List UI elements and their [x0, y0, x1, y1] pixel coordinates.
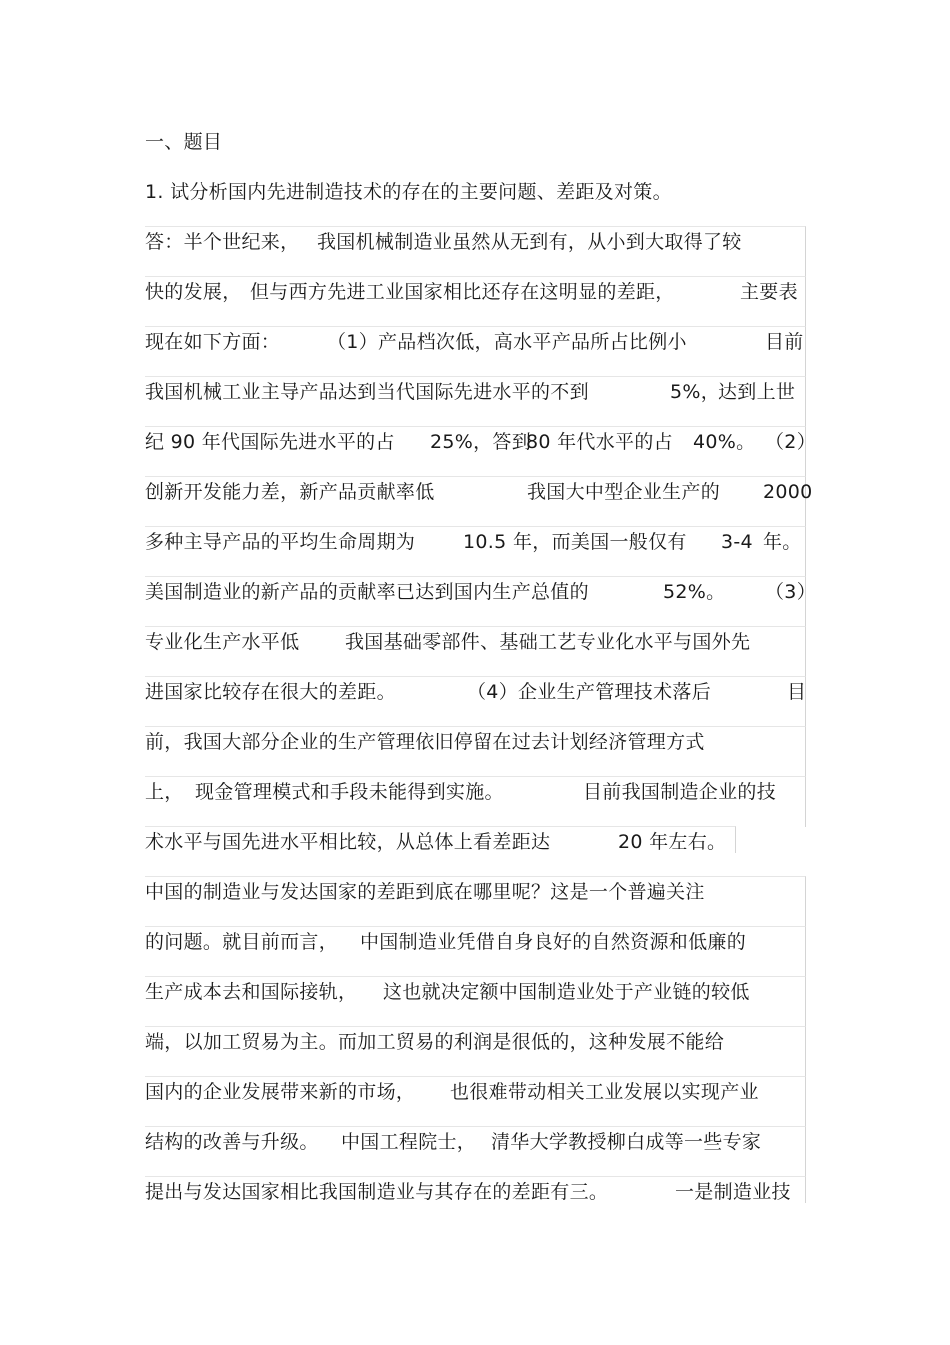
text-segment: 达到上世: [718, 381, 796, 403]
text-segment: 一是制造业技: [675, 1181, 791, 1203]
text-segment: 中国制造业凭借自身良好的自然资源和低廉的: [360, 931, 747, 953]
text-segment: （1）产品档次低，高水平产品所占比例小: [327, 331, 687, 353]
text-segment: 多种主导产品的平均生命周期为: [145, 531, 416, 553]
text-segment: 52%。: [663, 581, 726, 603]
text-segment: 清华大学教授柳白成等一些专家: [491, 1131, 762, 1153]
text-segment: 创新开发能力差，新产品贡献率低: [145, 481, 435, 503]
text-segment: 我国基础零部件、基础工艺专业化水平与国外先: [345, 631, 751, 653]
text-segment: 国内的企业发展带来新的市场，: [145, 1081, 416, 1103]
text-segment: 3-4: [721, 531, 753, 553]
text-segment: 上，: [145, 781, 184, 803]
text-segment: 目: [787, 681, 807, 703]
text-segment: 5%，: [670, 381, 721, 403]
text-segment: 目前我国制造企业的技: [583, 781, 777, 803]
text-segment: 纪 90 年代国际先进水平的占: [145, 431, 395, 453]
text-segment: 美国制造业的新产品的贡献率已达到国内生产总值的: [145, 581, 589, 603]
text-segment: 的问题。就目前而言，: [145, 931, 339, 953]
text-segment: 10.5: [463, 531, 507, 553]
text-segment: 端，以加工贸易为主。而加工贸易的利润是很低的，这种发展不能给: [145, 1031, 725, 1053]
text-segment: 2000: [763, 481, 813, 503]
text-segment: 40%。: [693, 431, 756, 453]
text-segment: 答：半个世纪来，: [145, 231, 300, 253]
text-segment: （4）企业生产管理技术落后: [467, 681, 711, 703]
text-segment: 20 年左右。: [618, 831, 727, 853]
text-segment: 术水平与国先进水平相比较，从总体上看差距达: [145, 831, 551, 853]
text-segment: 快的发展，: [145, 281, 242, 303]
text-segment: 25%，答到: [430, 431, 532, 453]
text-segment: （3）: [765, 581, 816, 603]
text-segment: 现在如下方面：: [145, 331, 281, 353]
text-segment: 结构的改善与升级。: [145, 1131, 319, 1153]
text-segment: 前，我国大部分企业的生产管理依旧停留在过去计划经济管理方式: [145, 731, 705, 753]
text-segment: 主要表: [740, 281, 798, 303]
text-segment: 80 年代水平的占: [526, 431, 673, 453]
text-segment: 进国家比较存在很大的差距。: [145, 681, 396, 703]
section-heading: 一、题目: [145, 131, 223, 153]
text-segment: 这也就决定额中国制造业处于产业链的较低: [383, 981, 750, 1003]
text-segment: 我国大中型企业生产的: [527, 481, 721, 503]
text-segment: 中国工程院士，: [341, 1131, 477, 1153]
text-segment: 年。: [763, 531, 802, 553]
text-segment: 现金管理模式和手段未能得到实施。: [195, 781, 504, 803]
text-segment: 年，而美国一般仅有: [513, 531, 687, 553]
text-segment: （2）: [765, 431, 816, 453]
text-segment: 我国机械制造业虽然从无到有，从小到大取得了较: [317, 231, 742, 253]
text-segment: 生产成本去和国际接轨，: [145, 981, 358, 1003]
text-segment: 我国机械工业主导产品达到当代国际先进水平的不到: [145, 381, 589, 403]
text-segment: 目前: [765, 331, 804, 353]
text-segment: 提出与发达国家相比我国制造业与其存在的差距有三。: [145, 1181, 609, 1203]
text-segment: 中国的制造业与发达国家的差距到底在哪里呢？这是一个普遍关注: [145, 881, 705, 903]
text-segment: 专业化生产水平低: [145, 631, 300, 653]
question-title: 1. 试分析国内先进制造技术的存在的主要问题、差距及对策。: [145, 181, 672, 203]
text-segment: 但与西方先进工业国家相比还存在这明显的差距，: [250, 281, 675, 303]
text-segment: 也很难带动相关工业发展以实现产业: [450, 1081, 759, 1103]
